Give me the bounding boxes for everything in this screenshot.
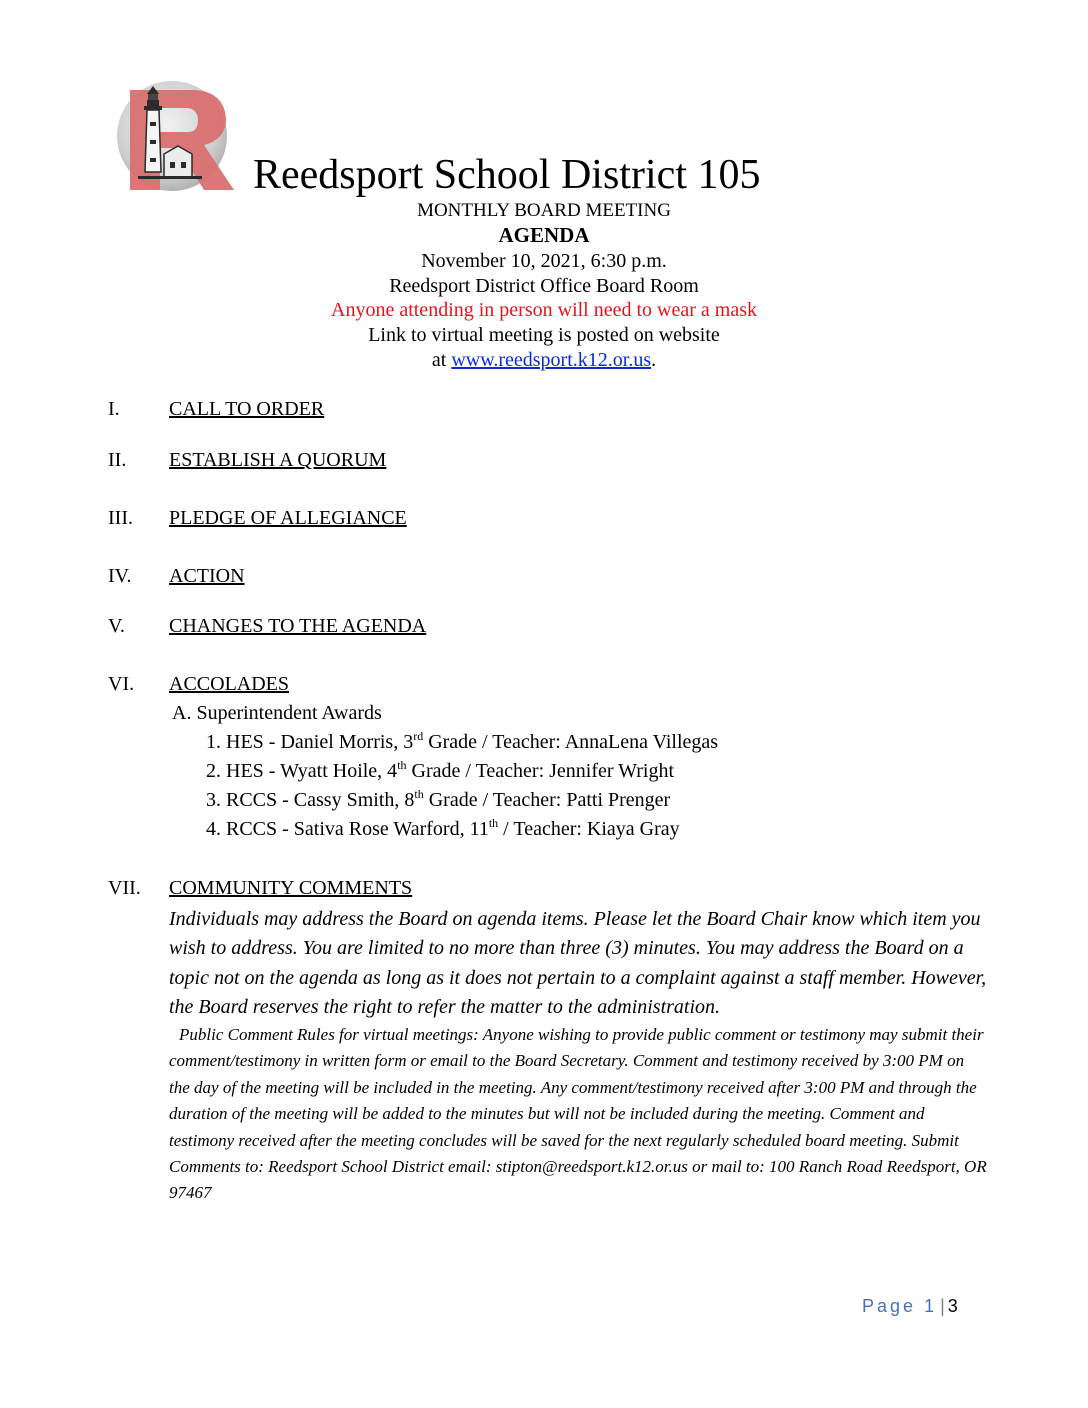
ordinal-suffix: th <box>397 758 407 772</box>
award-text: 2. HES - Wyatt Hoile, 4 <box>206 760 398 782</box>
page-current: 1 <box>924 1296 938 1316</box>
district-logo <box>108 80 240 192</box>
subsection-superintendent-awards: A. Superintendent Awards <box>172 702 382 724</box>
section-title: PLEDGE OF ALLEGIANCE <box>169 507 407 529</box>
section-title: ACCOLADES <box>169 673 290 695</box>
page-separator: | <box>940 1296 945 1316</box>
meeting-location: Reedsport District Office Board Room <box>389 275 699 297</box>
website-suffix: . <box>651 349 657 371</box>
award-text: / Teacher: Kiaya Gray <box>498 818 680 840</box>
award-text: 4. RCCS - Sativa Rose Warford, 11 <box>206 818 489 840</box>
ordinal-suffix: rd <box>413 729 424 743</box>
award-item <box>206 787 670 813</box>
section-title: CHANGES TO THE AGENDA <box>169 615 427 637</box>
website-line <box>0 348 1088 373</box>
meeting-date-time: November 10, 2021, 6:30 p.m. <box>421 250 667 272</box>
page-label: Page <box>862 1296 917 1316</box>
award-text: Grade / Teacher: Patti Prenger <box>423 789 671 811</box>
award-text: Grade / Teacher: AnnaLena Villegas <box>423 731 719 753</box>
section-number: VII. <box>108 877 141 899</box>
section-number: II. <box>108 449 127 471</box>
section-number: VI. <box>108 673 135 695</box>
page-number <box>862 1296 961 1317</box>
section-number: IV. <box>108 565 132 587</box>
section-number: III. <box>108 507 133 529</box>
community-comments-text: Individuals may address the Board on agenda items. Please let the Board Chair know which item you wish to address. You are limited to no more than three (3) minutes. You may address the Board on a topic not on the agenda as long as it does not pertain to a complaint against a staff member. However, the Board reserves the right to refer the matter to the administration. <box>169 908 987 1018</box>
agenda-heading: AGENDA <box>498 223 590 247</box>
section-title: ESTABLISH A QUORUM <box>169 449 387 471</box>
section-title: COMMUNITY COMMENTS <box>169 877 413 899</box>
section-title: ACTION <box>169 565 245 587</box>
award-item <box>206 758 674 784</box>
award-item <box>206 816 680 842</box>
district-title: Reedsport School District 105 <box>253 152 761 198</box>
award-text: 3. RCCS - Cassy Smith, 8 <box>206 789 415 811</box>
award-item <box>206 729 718 755</box>
section-number: V. <box>108 615 125 637</box>
public-comment-rules: Public Comment Rules for virtual meetings: Anyone wishing to provide public comment or testimony may submit their comment/testimony in written form or email to the Board Secretary. Comment and testimony received by 3:00 PM on the day of the meeting will be included in the meeting. Any comment/testimony received after 3:00 PM and through the duration of the meeting will be added to the minutes but will not be included during the meeting. Comment and testimony received after the meeting concludes will be saved for the next regularly scheduled board meeting. Submit Comments to: Reedsport School District email: stipton@reedsport.k12.or.us or mail to: 100 Ranch Road Reedsport, OR 97467 <box>169 1025 987 1203</box>
meeting-type: MONTHLY BOARD MEETING <box>417 200 671 221</box>
page-total: 3 <box>947 1296 961 1316</box>
ordinal-suffix: th <box>414 787 424 801</box>
website-link[interactable]: www.reedsport.k12.or.us <box>451 349 652 371</box>
section-number: I. <box>108 398 120 420</box>
section-title: CALL TO ORDER <box>169 398 325 420</box>
award-text: Grade / Teacher: Jennifer Wright <box>406 760 675 782</box>
award-text: 1. HES - Daniel Morris, 3 <box>206 731 414 753</box>
website-prefix: at <box>431 349 452 371</box>
virtual-link-note: Link to virtual meeting is posted on website <box>368 324 720 346</box>
mask-notice: Anyone attending in person will need to wear a mask <box>331 299 757 321</box>
ordinal-suffix: th <box>488 816 499 830</box>
